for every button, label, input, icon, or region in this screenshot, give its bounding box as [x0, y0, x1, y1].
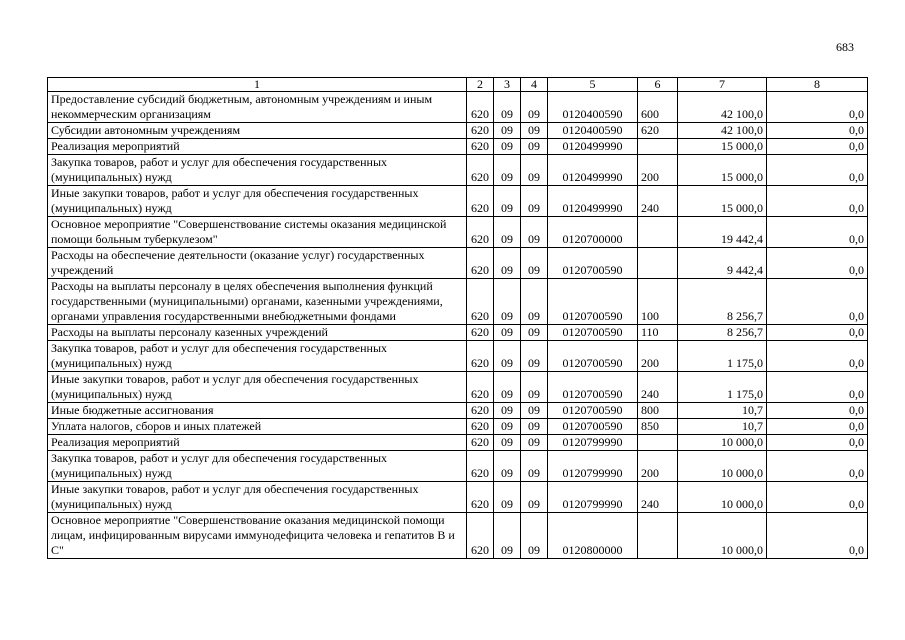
amount-cell: 0,0 [767, 123, 868, 139]
subsection-code-cell: 09 [521, 513, 548, 559]
section-code-cell: 09 [494, 372, 521, 403]
expense-type-code-cell: 240 [638, 186, 678, 217]
table-row [48, 325, 868, 341]
amount-cell: 10 000,0 [678, 513, 767, 559]
target-item-code-cell: 0120499990 [548, 139, 638, 155]
section-code-cell: 09 [494, 248, 521, 279]
amount-cell: 0,0 [767, 403, 868, 419]
item-name-cell: Закупка товаров, работ и услуг для обеспечения государственных (муниципальных) нужд [48, 155, 467, 186]
item-name-cell: Основное мероприятие "Совершенствование системы оказания медицинской помощи больным туберкулезом" [48, 217, 467, 248]
expense-type-code-cell [638, 139, 678, 155]
amount-cell: 15 000,0 [678, 155, 767, 186]
target-item-code-cell: 0120400590 [548, 92, 638, 123]
amount-cell: 0,0 [767, 341, 868, 372]
expense-type-code-cell: 200 [638, 341, 678, 372]
expense-type-code-cell: 200 [638, 155, 678, 186]
section-code-cell: 09 [494, 123, 521, 139]
item-name-cell: Закупка товаров, работ и услуг для обеспечения государственных (муниципальных) нужд [48, 341, 467, 372]
item-name-cell: Иные закупки товаров, работ и услуг для обеспечения государственных (муниципальных) нужд [48, 186, 467, 217]
header-cell: 2 [467, 78, 494, 92]
header-cell: 1 [48, 78, 467, 92]
section-code-cell: 09 [494, 341, 521, 372]
amount-cell: 0,0 [767, 248, 868, 279]
ministry-code-cell: 620 [467, 419, 494, 435]
expense-type-code-cell: 600 [638, 92, 678, 123]
expense-type-code-cell: 620 [638, 123, 678, 139]
item-name-cell: Предоставление субсидий бюджетным, автономным учреждениям и иным некоммерческим организациям [48, 92, 467, 123]
item-name-cell: Иные бюджетные ассигнования [48, 403, 467, 419]
ministry-code-cell: 620 [467, 123, 494, 139]
amount-cell: 1 175,0 [678, 372, 767, 403]
item-name-cell: Расходы на обеспечение деятельности (оказание услуг) государственных учреждений [48, 248, 467, 279]
target-item-code-cell: 0120700590 [548, 372, 638, 403]
table-body [48, 92, 868, 559]
expense-type-code-cell: 800 [638, 403, 678, 419]
target-item-code-cell: 0120499990 [548, 155, 638, 186]
table-row [48, 186, 868, 217]
subsection-code-cell: 09 [521, 341, 548, 372]
subsection-code-cell: 09 [521, 92, 548, 123]
expense-type-code-cell [638, 217, 678, 248]
subsection-code-cell: 09 [521, 403, 548, 419]
table-row [48, 482, 868, 513]
amount-cell: 0,0 [767, 325, 868, 341]
table-row [48, 435, 868, 451]
section-code-cell: 09 [494, 155, 521, 186]
subsection-code-cell: 09 [521, 155, 548, 186]
ministry-code-cell: 620 [467, 435, 494, 451]
header-cell: 8 [767, 78, 868, 92]
subsection-code-cell: 09 [521, 435, 548, 451]
table-row [48, 92, 868, 123]
item-name-cell: Реализация мероприятий [48, 139, 467, 155]
item-name-cell: Субсидии автономным учреждениям [48, 123, 467, 139]
ministry-code-cell: 620 [467, 513, 494, 559]
table-header-row [48, 78, 868, 92]
subsection-code-cell: 09 [521, 186, 548, 217]
ministry-code-cell: 620 [467, 155, 494, 186]
section-code-cell: 09 [494, 217, 521, 248]
amount-cell: 15 000,0 [678, 139, 767, 155]
item-name-cell: Основное мероприятие "Совершенствование оказания медицинской помощи лицам, инфицированным вирусами иммунодефицита человека и гепатитов В и С" [48, 513, 467, 559]
target-item-code-cell: 0120700590 [548, 248, 638, 279]
table-row [48, 403, 868, 419]
section-code-cell: 09 [494, 435, 521, 451]
target-item-code-cell: 0120700000 [548, 217, 638, 248]
amount-cell: 0,0 [767, 186, 868, 217]
amount-cell: 0,0 [767, 139, 868, 155]
table-row [48, 451, 868, 482]
ministry-code-cell: 620 [467, 325, 494, 341]
amount-cell: 10 000,0 [678, 435, 767, 451]
section-code-cell: 09 [494, 451, 521, 482]
expense-type-code-cell: 200 [638, 451, 678, 482]
header-cell: 4 [521, 78, 548, 92]
ministry-code-cell: 620 [467, 279, 494, 325]
amount-cell: 10,7 [678, 403, 767, 419]
section-code-cell: 09 [494, 186, 521, 217]
amount-cell: 0,0 [767, 451, 868, 482]
target-item-code-cell: 0120800000 [548, 513, 638, 559]
amount-cell: 0,0 [767, 482, 868, 513]
header-cell: 7 [678, 78, 767, 92]
header-cell: 6 [638, 78, 678, 92]
table-row [48, 248, 868, 279]
table-row [48, 419, 868, 435]
amount-cell: 0,0 [767, 435, 868, 451]
section-code-cell: 09 [494, 92, 521, 123]
item-name-cell: Закупка товаров, работ и услуг для обеспечения государственных (муниципальных) нужд [48, 451, 467, 482]
item-name-cell: Расходы на выплаты персоналу казенных учреждений [48, 325, 467, 341]
subsection-code-cell: 09 [521, 372, 548, 403]
table-row [48, 341, 868, 372]
amount-cell: 1 175,0 [678, 341, 767, 372]
table-row [48, 372, 868, 403]
expense-type-code-cell [638, 435, 678, 451]
amount-cell: 0,0 [767, 92, 868, 123]
expense-type-code-cell [638, 248, 678, 279]
expense-type-code-cell [638, 513, 678, 559]
header-cell: 5 [548, 78, 638, 92]
ministry-code-cell: 620 [467, 372, 494, 403]
section-code-cell: 09 [494, 419, 521, 435]
ministry-code-cell: 620 [467, 139, 494, 155]
section-code-cell: 09 [494, 325, 521, 341]
item-name-cell: Иные закупки товаров, работ и услуг для обеспечения государственных (муниципальных) нужд [48, 372, 467, 403]
amount-cell: 8 256,7 [678, 325, 767, 341]
expense-type-code-cell: 240 [638, 372, 678, 403]
amount-cell: 10 000,0 [678, 451, 767, 482]
amount-cell: 0,0 [767, 372, 868, 403]
ministry-code-cell: 620 [467, 341, 494, 372]
target-item-code-cell: 0120700590 [548, 279, 638, 325]
amount-cell: 42 100,0 [678, 123, 767, 139]
ministry-code-cell: 620 [467, 186, 494, 217]
budget-table [47, 77, 868, 559]
amount-cell: 10 000,0 [678, 482, 767, 513]
target-item-code-cell: 0120799990 [548, 435, 638, 451]
amount-cell: 0,0 [767, 155, 868, 186]
subsection-code-cell: 09 [521, 139, 548, 155]
subsection-code-cell: 09 [521, 482, 548, 513]
subsection-code-cell: 09 [521, 451, 548, 482]
target-item-code-cell: 0120700590 [548, 419, 638, 435]
subsection-code-cell: 09 [521, 325, 548, 341]
amount-cell: 0,0 [767, 279, 868, 325]
page-number: 683 [836, 40, 854, 54]
section-code-cell: 09 [494, 403, 521, 419]
amount-cell: 9 442,4 [678, 248, 767, 279]
target-item-code-cell: 0120400590 [548, 123, 638, 139]
table-row [48, 123, 868, 139]
expense-type-code-cell: 100 [638, 279, 678, 325]
target-item-code-cell: 0120700590 [548, 325, 638, 341]
target-item-code-cell: 0120499990 [548, 186, 638, 217]
target-item-code-cell: 0120700590 [548, 403, 638, 419]
ministry-code-cell: 620 [467, 217, 494, 248]
subsection-code-cell: 09 [521, 123, 548, 139]
expense-type-code-cell: 850 [638, 419, 678, 435]
ministry-code-cell: 620 [467, 482, 494, 513]
amount-cell: 0,0 [767, 217, 868, 248]
target-item-code-cell: 0120700590 [548, 341, 638, 372]
amount-cell: 15 000,0 [678, 186, 767, 217]
header-cell: 3 [494, 78, 521, 92]
item-name-cell: Иные закупки товаров, работ и услуг для обеспечения государственных (муниципальных) нужд [48, 482, 467, 513]
amount-cell: 0,0 [767, 419, 868, 435]
section-code-cell: 09 [494, 279, 521, 325]
section-code-cell: 09 [494, 139, 521, 155]
amount-cell: 10,7 [678, 419, 767, 435]
subsection-code-cell: 09 [521, 248, 548, 279]
table-row [48, 513, 868, 559]
item-name-cell: Расходы на выплаты персоналу в целях обеспечения выполнения функций государственными (муниципальными) органами, казенными учреждениями, органами управления государственными внебюджетными фондами [48, 279, 467, 325]
item-name-cell: Уплата налогов, сборов и иных платежей [48, 419, 467, 435]
ministry-code-cell: 620 [467, 92, 494, 123]
target-item-code-cell: 0120799990 [548, 451, 638, 482]
target-item-code-cell: 0120799990 [548, 482, 638, 513]
table-row [48, 139, 868, 155]
amount-cell: 8 256,7 [678, 279, 767, 325]
amount-cell: 19 442,4 [678, 217, 767, 248]
ministry-code-cell: 620 [467, 403, 494, 419]
amount-cell: 42 100,0 [678, 92, 767, 123]
section-code-cell: 09 [494, 513, 521, 559]
item-name-cell: Реализация мероприятий [48, 435, 467, 451]
expense-type-code-cell: 240 [638, 482, 678, 513]
table-row [48, 217, 868, 248]
subsection-code-cell: 09 [521, 419, 548, 435]
ministry-code-cell: 620 [467, 248, 494, 279]
amount-cell: 0,0 [767, 513, 868, 559]
table-row [48, 155, 868, 186]
subsection-code-cell: 09 [521, 279, 548, 325]
expense-type-code-cell: 110 [638, 325, 678, 341]
subsection-code-cell: 09 [521, 217, 548, 248]
table-row [48, 279, 868, 325]
ministry-code-cell: 620 [467, 451, 494, 482]
section-code-cell: 09 [494, 482, 521, 513]
